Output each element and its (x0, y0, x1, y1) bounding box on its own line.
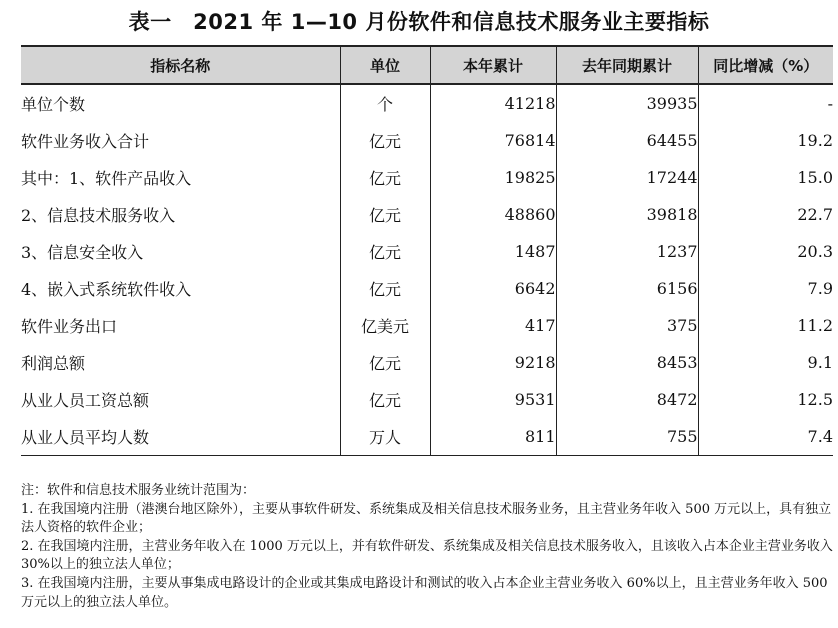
indicator-name: 软件业务收入合计 (21, 132, 150, 151)
table-row (21, 344, 833, 381)
yoy-value: - (698, 84, 833, 122)
current-value: 6642 (430, 270, 556, 307)
indicator-name: 从业人员平均人数 (21, 418, 340, 456)
yoy-value: 12.5 (698, 381, 833, 418)
unit-cell: 亿元 (340, 233, 430, 270)
last-year-value: 1237 (556, 233, 698, 270)
unit-cell: 亿美元 (340, 307, 430, 344)
indicator-name: 软件业务出口 (21, 317, 118, 336)
current-value: 811 (430, 418, 556, 456)
table-row (21, 122, 833, 159)
current-value: 19825 (430, 159, 556, 196)
indicator-name: 其中：1、软件产品收入 (21, 169, 192, 188)
table-row (21, 418, 833, 456)
yoy-value: 22.7 (698, 196, 833, 233)
unit-cell: 亿元 (340, 270, 430, 307)
current-value: 417 (430, 307, 556, 344)
last-year-value: 64455 (556, 122, 698, 159)
table-row (21, 307, 833, 344)
indicator-name: 单位个数 (21, 95, 86, 114)
current-value: 9531 (430, 381, 556, 418)
unit-cell: 亿元 (340, 159, 430, 196)
yoy-value: 9.1 (698, 344, 833, 381)
last-year-value: 39818 (556, 196, 698, 233)
last-year-value: 375 (556, 307, 698, 344)
unit-cell: 个 (340, 84, 430, 122)
indicator-name: 2、信息技术服务收入 (21, 206, 176, 225)
unit-cell: 亿元 (340, 122, 430, 159)
last-year-value: 8472 (556, 381, 698, 418)
yoy-value: 19.2 (698, 122, 833, 159)
table-title: 表一 2021 年 1—10 月份软件和信息技术服务业主要指标 (128, 10, 710, 34)
last-year-value: 6156 (556, 270, 698, 307)
note-intro: 注：软件和信息技术服务业统计范围为： (21, 483, 256, 498)
table-row (21, 233, 833, 270)
last-year-value: 755 (556, 418, 698, 456)
table-row (21, 381, 833, 418)
indicators-table (21, 45, 833, 456)
table-row (21, 196, 833, 233)
current-value: 9218 (430, 344, 556, 381)
table-row (21, 270, 833, 307)
last-year-value: 8453 (556, 344, 698, 381)
yoy-value: 7.4 (698, 418, 833, 456)
note-item-2: 2. 在我国境内注册，主营业务年收入在 1000 万元以上，并有软件研发、系统集成及相关信息技术服务收入，且该收入占本企业主营业务收入 30%以上的独立法人单位； (21, 538, 833, 573)
last-year-value: 39935 (556, 84, 698, 122)
note-item-1: 1. 在我国境内注册（港澳台地区除外），主要从事软件研发、系统集成及相关信息技术服务业务，且主营业务年收入 500 万元以上，具有独立法人资格的软件企业； (21, 501, 832, 536)
unit-cell: 亿元 (340, 344, 430, 381)
footnotes (21, 482, 833, 612)
header-indicator-name: 指标名称 (21, 46, 340, 84)
current-value: 41218 (430, 84, 556, 122)
yoy-value: 15.0 (698, 159, 833, 196)
current-value: 76814 (430, 122, 556, 159)
note-item-3: 3. 在我国境内注册，主要从事集成电路设计的企业或其集成电路设计和测试的收入占本企业主营业务收入 60%以上，且主营业务年收入 500 万元以上的独立法人单位。 (21, 575, 828, 610)
header-yoy-change: 同比增减（%） (698, 46, 833, 84)
indicator-name: 利润总额 (21, 354, 86, 373)
yoy-value: 7.9 (698, 270, 833, 307)
indicator-name: 4、嵌入式系统软件收入 (21, 280, 192, 299)
header-unit: 单位 (340, 46, 430, 84)
table-row (21, 84, 833, 122)
table-row (21, 159, 833, 196)
yoy-value: 11.2 (698, 307, 833, 344)
current-value: 1487 (430, 233, 556, 270)
unit-cell: 亿元 (340, 381, 430, 418)
yoy-value: 20.3 (698, 233, 833, 270)
header-row (21, 46, 833, 84)
header-last-year-cumulative: 去年同期累计 (556, 46, 698, 84)
header-current-cumulative: 本年累计 (430, 46, 556, 84)
unit-cell: 亿元 (340, 196, 430, 233)
indicator-name: 从业人员工资总额 (21, 391, 150, 410)
unit-cell: 万人 (340, 418, 430, 456)
current-value: 48860 (430, 196, 556, 233)
indicator-name: 3、信息安全收入 (21, 243, 144, 262)
last-year-value: 17244 (556, 159, 698, 196)
